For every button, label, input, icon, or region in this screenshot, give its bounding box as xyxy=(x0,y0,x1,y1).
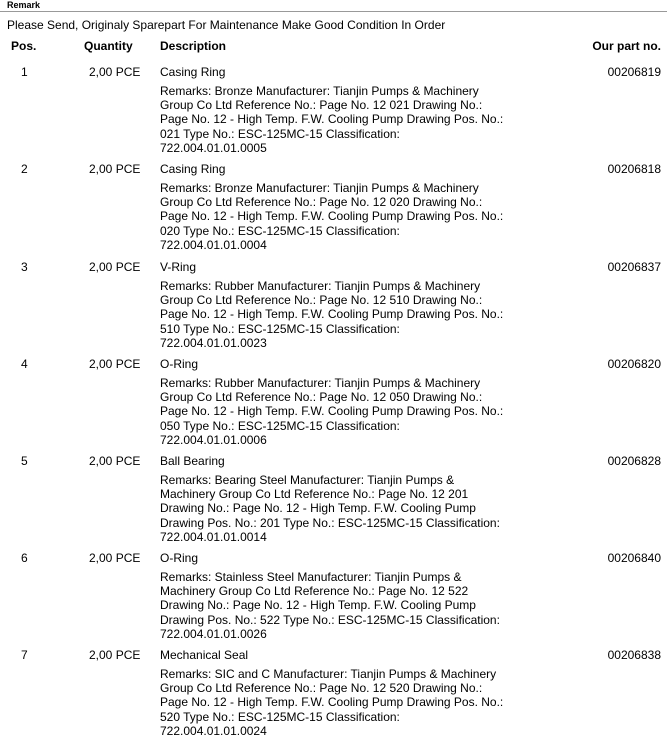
row-pos: 5 xyxy=(21,454,28,468)
row-remarks: Remarks: Bronze Manufacturer: Tianjin Pumps & Machinery Group Co Ltd Reference No.: Page No. 12 021 Drawing No.: Page No. 12 - High Temp. F.W. Cooling Pump Drawing Pos. No.: 021 Type No.: ESC-125MC-15 Classification: 722.004.01.01.0005 xyxy=(160,84,504,155)
row-remarks: Remarks: Rubber Manufacturer: Tianjin Pumps & Machinery Group Co Ltd Reference No.: Page No. 12 510 Drawing No.: Page No. 12 - High Temp. F.W. Cooling Pump Drawing Pos. No.: 510 Type No.: ESC-125MC-15 Classification: 722.004.01.01.0023 xyxy=(160,279,504,350)
header-description: Description xyxy=(160,39,227,53)
row-part-no: 00206840 xyxy=(607,551,661,565)
row-description: Casing Ring xyxy=(160,162,226,176)
row-part-no: 00206828 xyxy=(607,454,661,468)
row-description: O-Ring xyxy=(160,357,199,371)
row-remarks: Remarks: Bearing Steel Manufacturer: Tianjin Pumps & Machinery Group Co Ltd Reference No.: Page No. 12 201 Drawing No.: Page No. 12 - High Temp. F.W. Cooling Pump Drawing Pos. No.: 201 Type No.: ESC-125MC-15 Classification: 722.004.01.01.0014 xyxy=(160,473,500,544)
header-part-no: Our part no. xyxy=(592,39,661,53)
row-quantity: 2,00 PCE xyxy=(89,260,141,274)
row-pos: 7 xyxy=(21,648,28,662)
header-pos: Pos. xyxy=(11,39,37,53)
row-part-no: 00206838 xyxy=(607,648,661,662)
row-description: Mechanical Seal xyxy=(160,648,249,662)
row-quantity: 2,00 PCE xyxy=(89,648,141,662)
divider xyxy=(0,11,667,12)
row-description: Casing Ring xyxy=(160,65,226,79)
row-description: Ball Bearing xyxy=(160,454,225,468)
row-part-no: 00206819 xyxy=(607,65,661,79)
row-quantity: 2,00 PCE xyxy=(89,65,141,79)
row-remarks: Remarks: Rubber Manufacturer: Tianjin Pumps & Machinery Group Co Ltd Reference No.: Page No. 12 050 Drawing No.: Page No. 12 - High Temp. F.W. Cooling Pump Drawing Pos. No.: 050 Type No.: ESC-125MC-15 Classification: 722.004.01.01.0006 xyxy=(160,376,504,447)
row-quantity: 2,00 PCE xyxy=(89,551,141,565)
row-part-no: 00206818 xyxy=(607,162,661,176)
row-remarks: Remarks: SIC and C Manufacturer: Tianjin Pumps & Machinery Group Co Ltd Reference No.: Page No. 12 520 Drawing No.: Page No. 12 - High Temp. F.W. Cooling Pump Drawing Pos. No.: 520 Type No.: ESC-125MC-15 Classification: 722.004.01.01.0024 xyxy=(160,667,504,738)
row-pos: 3 xyxy=(21,260,28,274)
remark-text: Please Send, Originaly Sparepart For Maintenance Make Good Condition In Order xyxy=(7,18,446,32)
row-description: V-Ring xyxy=(160,260,197,274)
header-quantity: Quantity xyxy=(84,39,133,53)
row-remarks: Remarks: Stainless Steel Manufacturer: Tianjin Pumps & Machinery Group Co Ltd Reference No.: Page No. 12 522 Drawing No.: Page No. 12 - High Temp. F.W. Cooling Pump Drawing Pos. No.: 522 Type No.: ESC-125MC-15 Classification: 722.004.01.01.0026 xyxy=(160,570,500,641)
row-quantity: 2,00 PCE xyxy=(89,357,141,371)
row-pos: 4 xyxy=(21,357,28,371)
row-description: O-Ring xyxy=(160,551,199,565)
row-quantity: 2,00 PCE xyxy=(89,162,141,176)
row-quantity: 2,00 PCE xyxy=(89,454,141,468)
remark-title: Remark xyxy=(7,0,41,10)
row-pos: 6 xyxy=(21,551,28,565)
row-remarks: Remarks: Bronze Manufacturer: Tianjin Pumps & Machinery Group Co Ltd Reference No.: Page No. 12 020 Drawing No.: Page No. 12 - High Temp. F.W. Cooling Pump Drawing Pos. No.: 020 Type No.: ESC-125MC-15 Classification: 722.004.01.01.0004 xyxy=(160,181,504,252)
row-part-no: 00206837 xyxy=(607,260,661,274)
row-pos: 1 xyxy=(21,65,28,79)
row-part-no: 00206820 xyxy=(607,357,661,371)
row-pos: 2 xyxy=(21,162,28,176)
